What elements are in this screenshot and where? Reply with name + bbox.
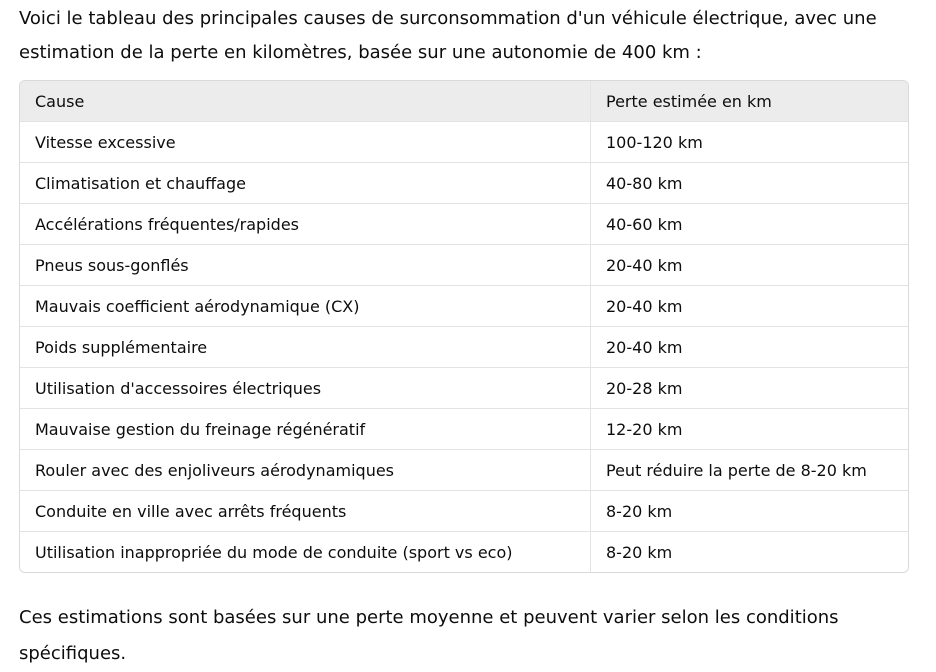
table-row [20, 204, 908, 245]
table-row [20, 368, 908, 409]
table-row [20, 450, 908, 491]
cell-loss: 40-80 km [591, 163, 909, 204]
cell-cause: Utilisation d'accessoires électriques [20, 368, 591, 409]
header-cause: Cause [20, 81, 591, 122]
table-row [20, 327, 908, 368]
table-row [20, 409, 908, 450]
cell-loss: 40-60 km [591, 204, 909, 245]
outro-paragraph: Ces estimations sont basées sur une perte moyenne et peuvent varier selon les conditions spécifiques. [19, 607, 839, 664]
table-row [20, 286, 908, 327]
cell-loss: 20-40 km [591, 245, 909, 286]
header-loss: Perte estimée en km [591, 81, 909, 122]
cell-cause: Conduite en ville avec arrêts fréquents [20, 491, 591, 532]
table-header-row [20, 81, 908, 122]
table-row [20, 532, 908, 573]
consumption-table-container [19, 80, 909, 573]
cell-cause: Utilisation inappropriée du mode de conduite (sport vs eco) [20, 532, 591, 573]
cell-cause: Pneus sous-gonflés [20, 245, 591, 286]
cell-cause: Poids supplémentaire [20, 327, 591, 368]
cell-loss: 20-28 km [591, 368, 909, 409]
cell-cause: Mauvaise gestion du freinage régénératif [20, 409, 591, 450]
cell-loss: 12-20 km [591, 409, 909, 450]
table-row [20, 163, 908, 204]
cell-loss: 20-40 km [591, 327, 909, 368]
table-body [20, 122, 908, 573]
table-row [20, 491, 908, 532]
cell-loss: 100-120 km [591, 122, 909, 163]
consumption-table [20, 81, 908, 572]
table-row [20, 122, 908, 163]
cell-loss: 20-40 km [591, 286, 909, 327]
cell-cause: Vitesse excessive [20, 122, 591, 163]
cell-loss: Peut réduire la perte de 8-20 km [591, 450, 909, 491]
cell-cause: Mauvais coefficient aérodynamique (CX) [20, 286, 591, 327]
cell-loss: 8-20 km [606, 542, 673, 562]
cell-cause: Rouler avec des enjoliveurs aérodynamiques [20, 450, 591, 491]
cell-loss: 8-20 km [591, 491, 909, 532]
cell-cause: Accélérations fréquentes/rapides [20, 204, 591, 245]
cell-cause: Climatisation et chauffage [20, 163, 591, 204]
intro-paragraph: Voici le tableau des principales causes de surconsommation d'un véhicule électrique, avec une estimation de la perte en kilomètres, basée sur une autonomie de 400 km : [19, 8, 877, 63]
table-row [20, 245, 908, 286]
